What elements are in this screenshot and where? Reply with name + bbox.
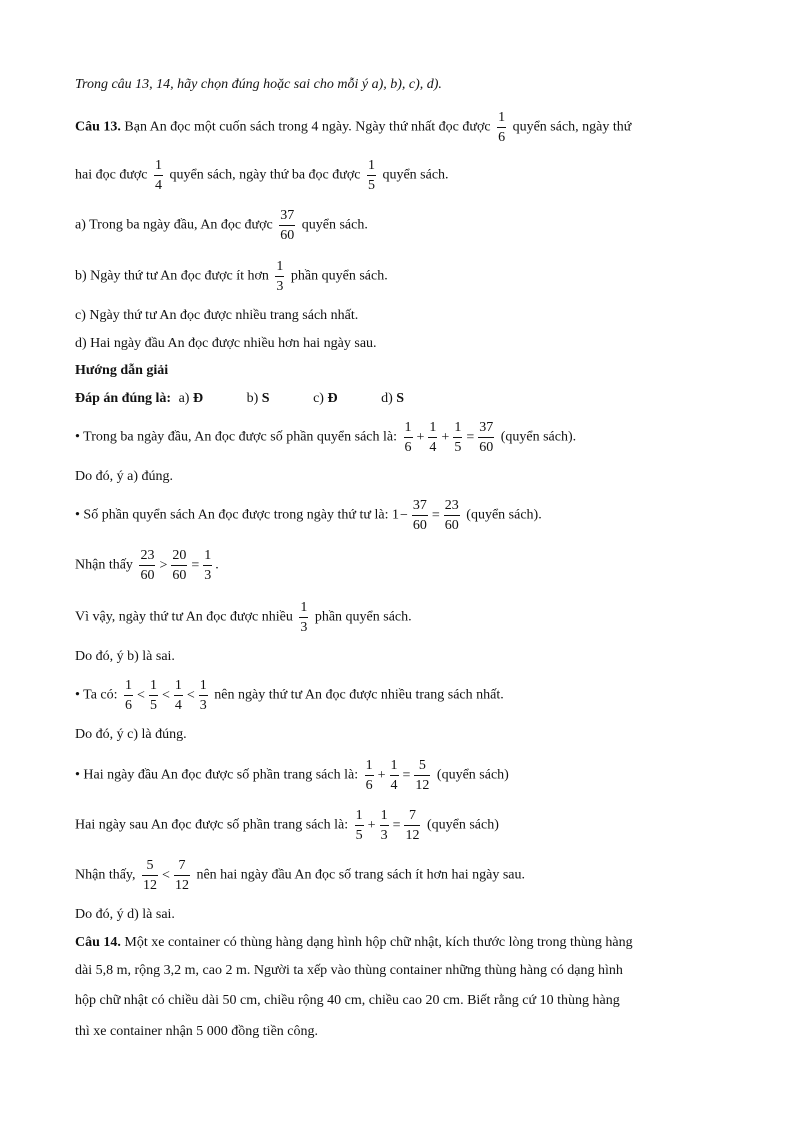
answer-key: Đáp án đúng là: a) Đ b) S c) Đ d) S [75, 391, 405, 406]
conclusion-b: Do đó, ý b) là sai. [75, 649, 175, 664]
solution-step-8: Nhận thấy, $\frac{5}{12}$ < $\frac{7}{12}$ nên hai ngày đầu An đọc số trang sách ít hơn hai ngày sau. [75, 858, 525, 893]
q14-line-4: thì xe container nhận 5 000 đồng tiền công. [75, 1024, 318, 1039]
solution-step-1: • Trong ba ngày đầu, An đọc được số phần quyển sách là: $\frac{1}{6}$ + $\frac{1}{4}$ + $\frac{1}{5}$ = $\frac{37}{60}$ (quyển sách). [75, 420, 577, 455]
solution-step-7: Hai ngày sau An đọc được số phần trang sách là: $\frac{1}{5}$ + $\frac{1}{3}$ = $\frac{7}{12}$ (quyển sách) [75, 808, 499, 843]
solution-step-6: • Hai ngày đầu An đọc được số phần trang sách là: $\frac{1}{6}$ + $\frac{1}{4}$ = $\frac{5}{12}$ (quyển sách) [75, 758, 509, 793]
q13-label: Câu 13. [75, 119, 121, 135]
q14-line-1: Câu 14. Một xe container có thùng hàng dạng hình hộp chữ nhật, kích thước lòng trong thùng hàng [75, 935, 633, 950]
solution-step-3: Nhận thấy $\frac{23}{60}$ > $\frac{20}{60}$ = $\frac{1}{3}$ . [75, 548, 219, 583]
q13-line-2: hai đọc được $\frac{1}{4}$ quyển sách, ngày thứ ba đọc được $\frac{1}{5}$ quyển sách. [75, 158, 449, 193]
fraction: $\frac{1}{6}$ [498, 110, 506, 145]
q13-option-d: d) Hai ngày đầu An đọc được nhiều hơn hai ngày sau. [75, 336, 377, 351]
solution-step-4: Vì vậy, ngày thứ tư An đọc được nhiều $\frac{1}{3}$ phần quyển sách. [75, 600, 412, 635]
q14-line-2: dài 5,8 m, rộng 3,2 m, cao 2 m. Người ta xếp vào thùng container những thùng hàng có dạng hình [75, 963, 623, 978]
solution-step-5: • Ta có: $\frac{1}{6}$ < $\frac{1}{5}$ < $\frac{1}{4}$ < $\frac{1}{3}$ nên ngày thứ tư An đọc được nhiều trang sách nhất. [75, 678, 504, 713]
q14-line-3: hộp chữ nhật có chiều dài 50 cm, chiều rộng 40 cm, chiều cao 20 cm. Biết rằng cứ 10 thùng hàng [75, 993, 620, 1008]
conclusion-d: Do đó, ý d) là sai. [75, 907, 175, 922]
guide-heading: Hướng dẫn giải [75, 363, 169, 378]
conclusion-c: Do đó, ý c) là đúng. [75, 727, 187, 742]
solution-step-2: • Số phần quyển sách An đọc được trong ngày thứ tư là: 1− $\frac{37}{60}$ = $\frac{23}{60}$ (quyển sách). [75, 498, 542, 533]
intro-line: Trong câu 13, 14, hãy chọn đúng hoặc sai cho mỗi ý a), b), c), d). [75, 77, 442, 92]
fraction: $\frac{1}{3}$ [276, 259, 284, 294]
q13-option-a: a) Trong ba ngày đầu, An đọc được $\frac{37}{60}$ quyển sách. [75, 208, 368, 243]
q14-label: Câu 14. [75, 935, 121, 950]
fraction: $\frac{1}{5}$ [367, 158, 375, 193]
q13-line-1: Câu 13. Bạn An đọc một cuốn sách trong 4 ngày. Ngày thứ nhất đọc được $\frac{1}{6}$ quyển sách, ngày thứ [75, 110, 632, 145]
fraction: $\frac{1}{4}$ [155, 158, 163, 193]
fraction: $\frac{37}{60}$ [280, 208, 295, 243]
conclusion-a: Do đó, ý a) đúng. [75, 469, 173, 484]
q13-option-c: c) Ngày thứ tư An đọc được nhiều trang sách nhất. [75, 308, 359, 323]
q13-option-b: b) Ngày thứ tư An đọc được ít hơn $\frac{1}{3}$ phần quyển sách. [75, 259, 388, 294]
